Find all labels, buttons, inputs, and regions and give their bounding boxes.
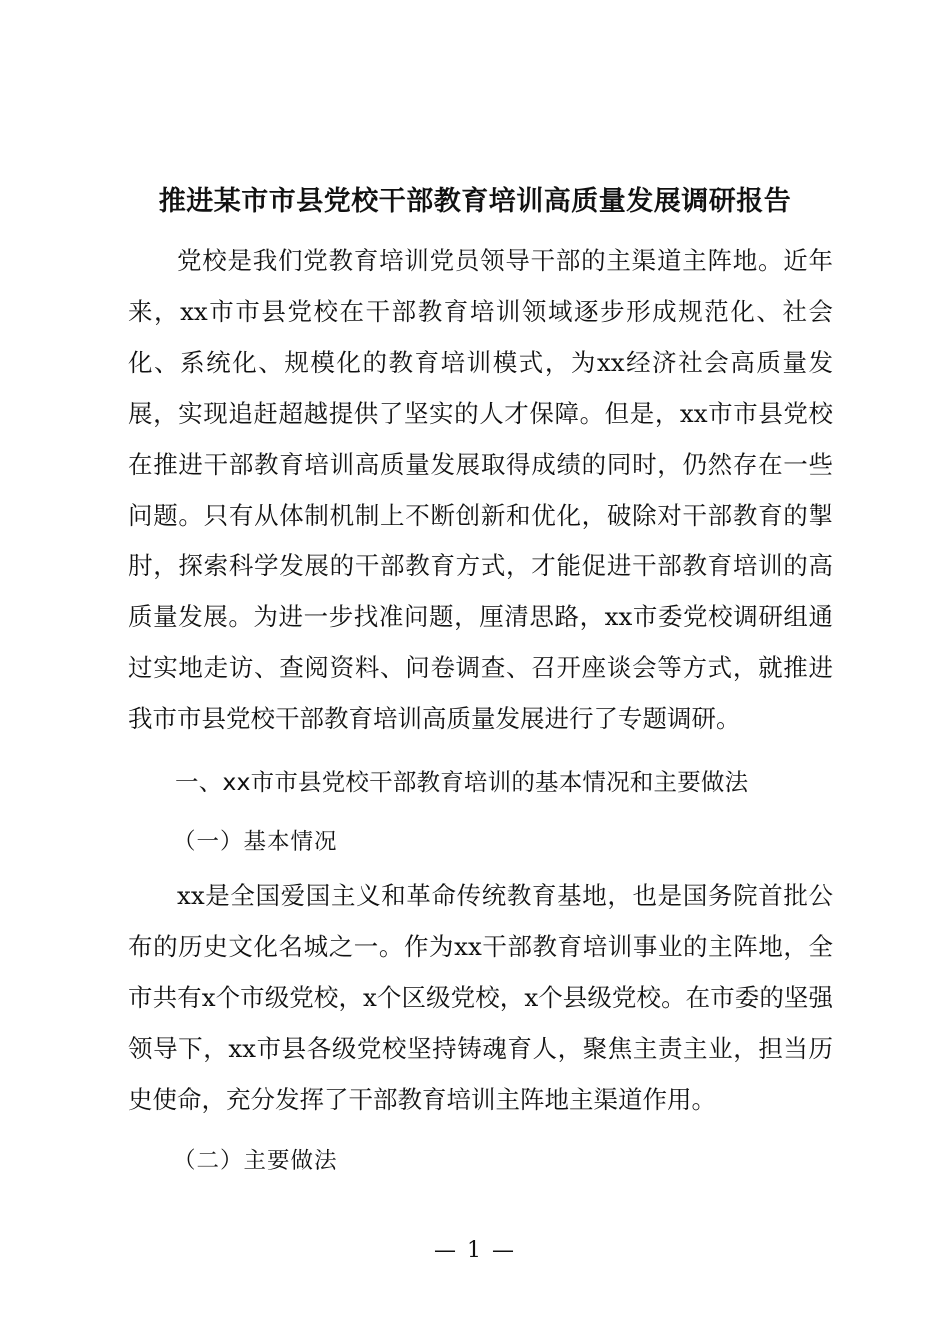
subsection-heading-basic-situation: （一）基本情况 [173, 829, 338, 856]
basic-situation-paragraph: xx是全国爱国主义和革命传统教育基地，也是国务院首批公布的历史文化名城之一。作为xx干部教育培训事业的主阵地，全市共有x个市级党校，x个区级党校，x个县级党校。在市委的坚强领导下，xx市县各级党校坚持铸魂育人，聚焦主责主业，担当历史使命，充分发挥了干部教育培训主阵地主渠道作用。 [128, 881, 833, 1114]
intro-paragraph: 党校是我们党教育培训党员领导干部的主渠道主阵地。近年来，xx市市县党校在干部教育培训领域逐步形成规范化、社会化、系统化、规模化的教育培训模式，为xx经济社会高质量发展，实现追赶超越提供了坚实的人才保障。但是，xx市市县党校在推进干部教育培训高质量发展取得成绩的同时，仍然存在一些问题。只有从体制机制上不断创新和优化，破除对干部教育的掣肘，探索科学发展的干部教育方式，才能促进干部教育培训的高质量发展。为进一步找准问题，厘清思路，xx市委党校调研组通过实地走访、查阅资料、问卷调查、召开座谈会等方式，就推进我市市县党校干部教育培训高质量发展进行了专题调研。 [128, 246, 833, 734]
subsection-heading-main-practices: （二）主要做法 [173, 1147, 338, 1174]
page-number: — 1 — [434, 1238, 516, 1263]
section-heading-1: 一、xx市市县党校干部教育培训的基本情况和主要做法 [175, 768, 749, 797]
document-body [128, 236, 833, 1190]
document-title: 推进某市市县党校干部教育培训高质量发展调研报告 [158, 186, 792, 217]
